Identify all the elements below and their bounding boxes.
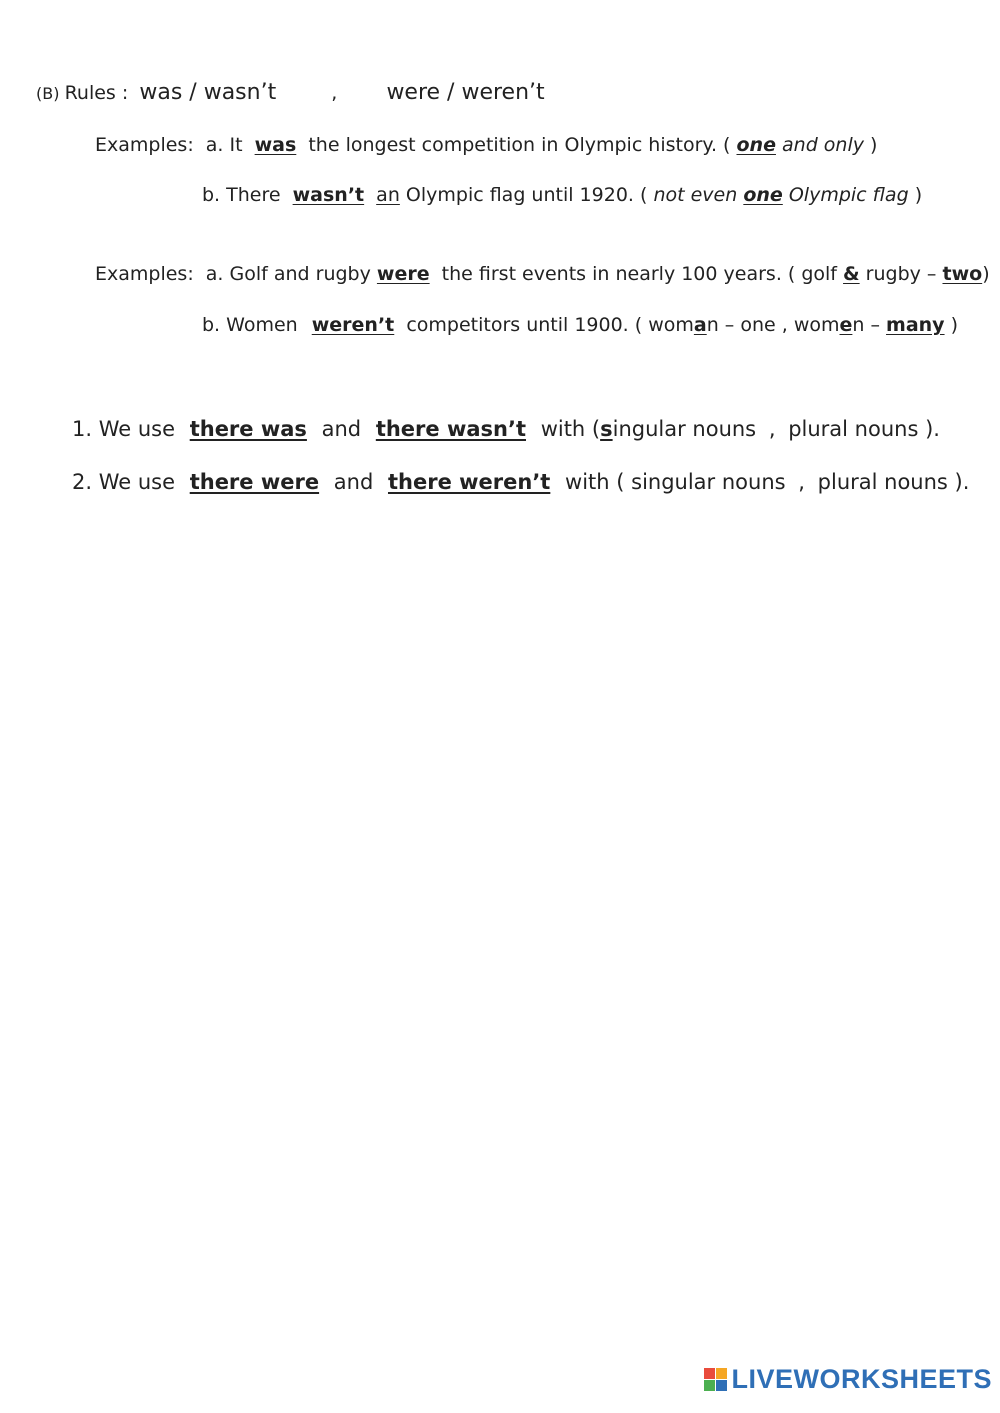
separator: ,	[768, 417, 776, 441]
key-word-were: were	[376, 263, 430, 285]
liveworksheets-logo	[704, 1364, 992, 1395]
note-pre: not even	[653, 184, 738, 206]
rules-label: Rules :	[64, 82, 129, 104]
question-number: 2. We use	[72, 470, 176, 494]
phrase-there-was: there was	[189, 417, 307, 441]
question-2	[72, 470, 969, 494]
logo-square-orange	[716, 1368, 727, 1379]
section-label: (B)	[36, 84, 60, 103]
count-many: many	[886, 314, 945, 336]
option-singular[interactable]: with ( singular nouns	[565, 470, 786, 494]
note-rest: and only	[782, 134, 864, 156]
examples-label: Examples:	[95, 134, 194, 156]
sentence-rest: the longest competition in Olympic history. (	[308, 134, 731, 156]
example-singular-a	[95, 134, 877, 156]
ampersand: &	[843, 263, 860, 285]
note-close: )	[870, 134, 878, 156]
option-singular-first[interactable]: s	[600, 417, 613, 441]
note-close: )	[982, 263, 990, 285]
question-1	[72, 417, 940, 441]
sentence-prefix: b. Women	[202, 314, 298, 336]
logo-square-red	[704, 1368, 715, 1379]
sentence-prefix: a. Golf and rugby	[205, 263, 371, 285]
logo-square-blue	[716, 1380, 727, 1391]
key-word-wasnt: wasn’t	[292, 184, 365, 206]
question-number: 1. We use	[72, 417, 176, 441]
singular-pair: was / wasn’t	[139, 80, 277, 105]
sentence-rest: competitors until 1900. ( wom	[406, 314, 694, 336]
rules-header	[36, 80, 545, 105]
and-word: and	[333, 470, 374, 494]
sentence-rest: the first events in nearly 100 years. ( golf	[441, 263, 837, 285]
option-singular-rest[interactable]: ingular nouns	[612, 417, 757, 441]
note-key: one	[736, 134, 776, 156]
note-key: one	[743, 184, 783, 206]
note-close: )	[950, 314, 959, 336]
count-two: two	[942, 263, 983, 285]
phrase-there-were: there were	[189, 470, 320, 494]
option-plural[interactable]: plural nouns ).	[788, 417, 940, 441]
phrase-there-wasnt: there wasn’t	[375, 417, 526, 441]
article-an: an	[376, 184, 400, 206]
vowel-a: a	[693, 314, 707, 336]
examples-label: Examples:	[95, 263, 194, 285]
brand-name: LIVEWORKSHEETS	[731, 1364, 992, 1394]
sentence-prefix: a. It	[205, 134, 243, 156]
separator: ,	[798, 470, 805, 494]
plural-pair: were / weren’t	[386, 80, 545, 105]
option-plural[interactable]: plural nouns ).	[817, 470, 970, 494]
key-word-was: was	[254, 134, 297, 156]
sentence-rest: Olympic flag until 1920. (	[405, 184, 648, 206]
sentence-mid: n –	[852, 314, 880, 336]
header-comma: ,	[331, 82, 338, 104]
example-singular-b	[202, 184, 922, 206]
phrase-there-werent: there weren’t	[387, 470, 551, 494]
note-rest: Olympic flag	[788, 184, 909, 206]
note-close: )	[914, 184, 923, 206]
logo-square-green	[704, 1380, 715, 1391]
vowel-e: e	[839, 314, 853, 336]
and-word: and	[321, 417, 362, 441]
sentence-prefix: b. There	[202, 184, 281, 206]
example-plural-a	[95, 263, 990, 285]
example-plural-b	[202, 314, 958, 336]
sentence-mid: n – one , wom	[706, 314, 840, 336]
key-word-werent: weren’t	[311, 314, 395, 336]
logo-icon	[704, 1368, 727, 1391]
with-word: with (	[540, 417, 601, 441]
sentence-mid: rugby –	[865, 263, 937, 285]
